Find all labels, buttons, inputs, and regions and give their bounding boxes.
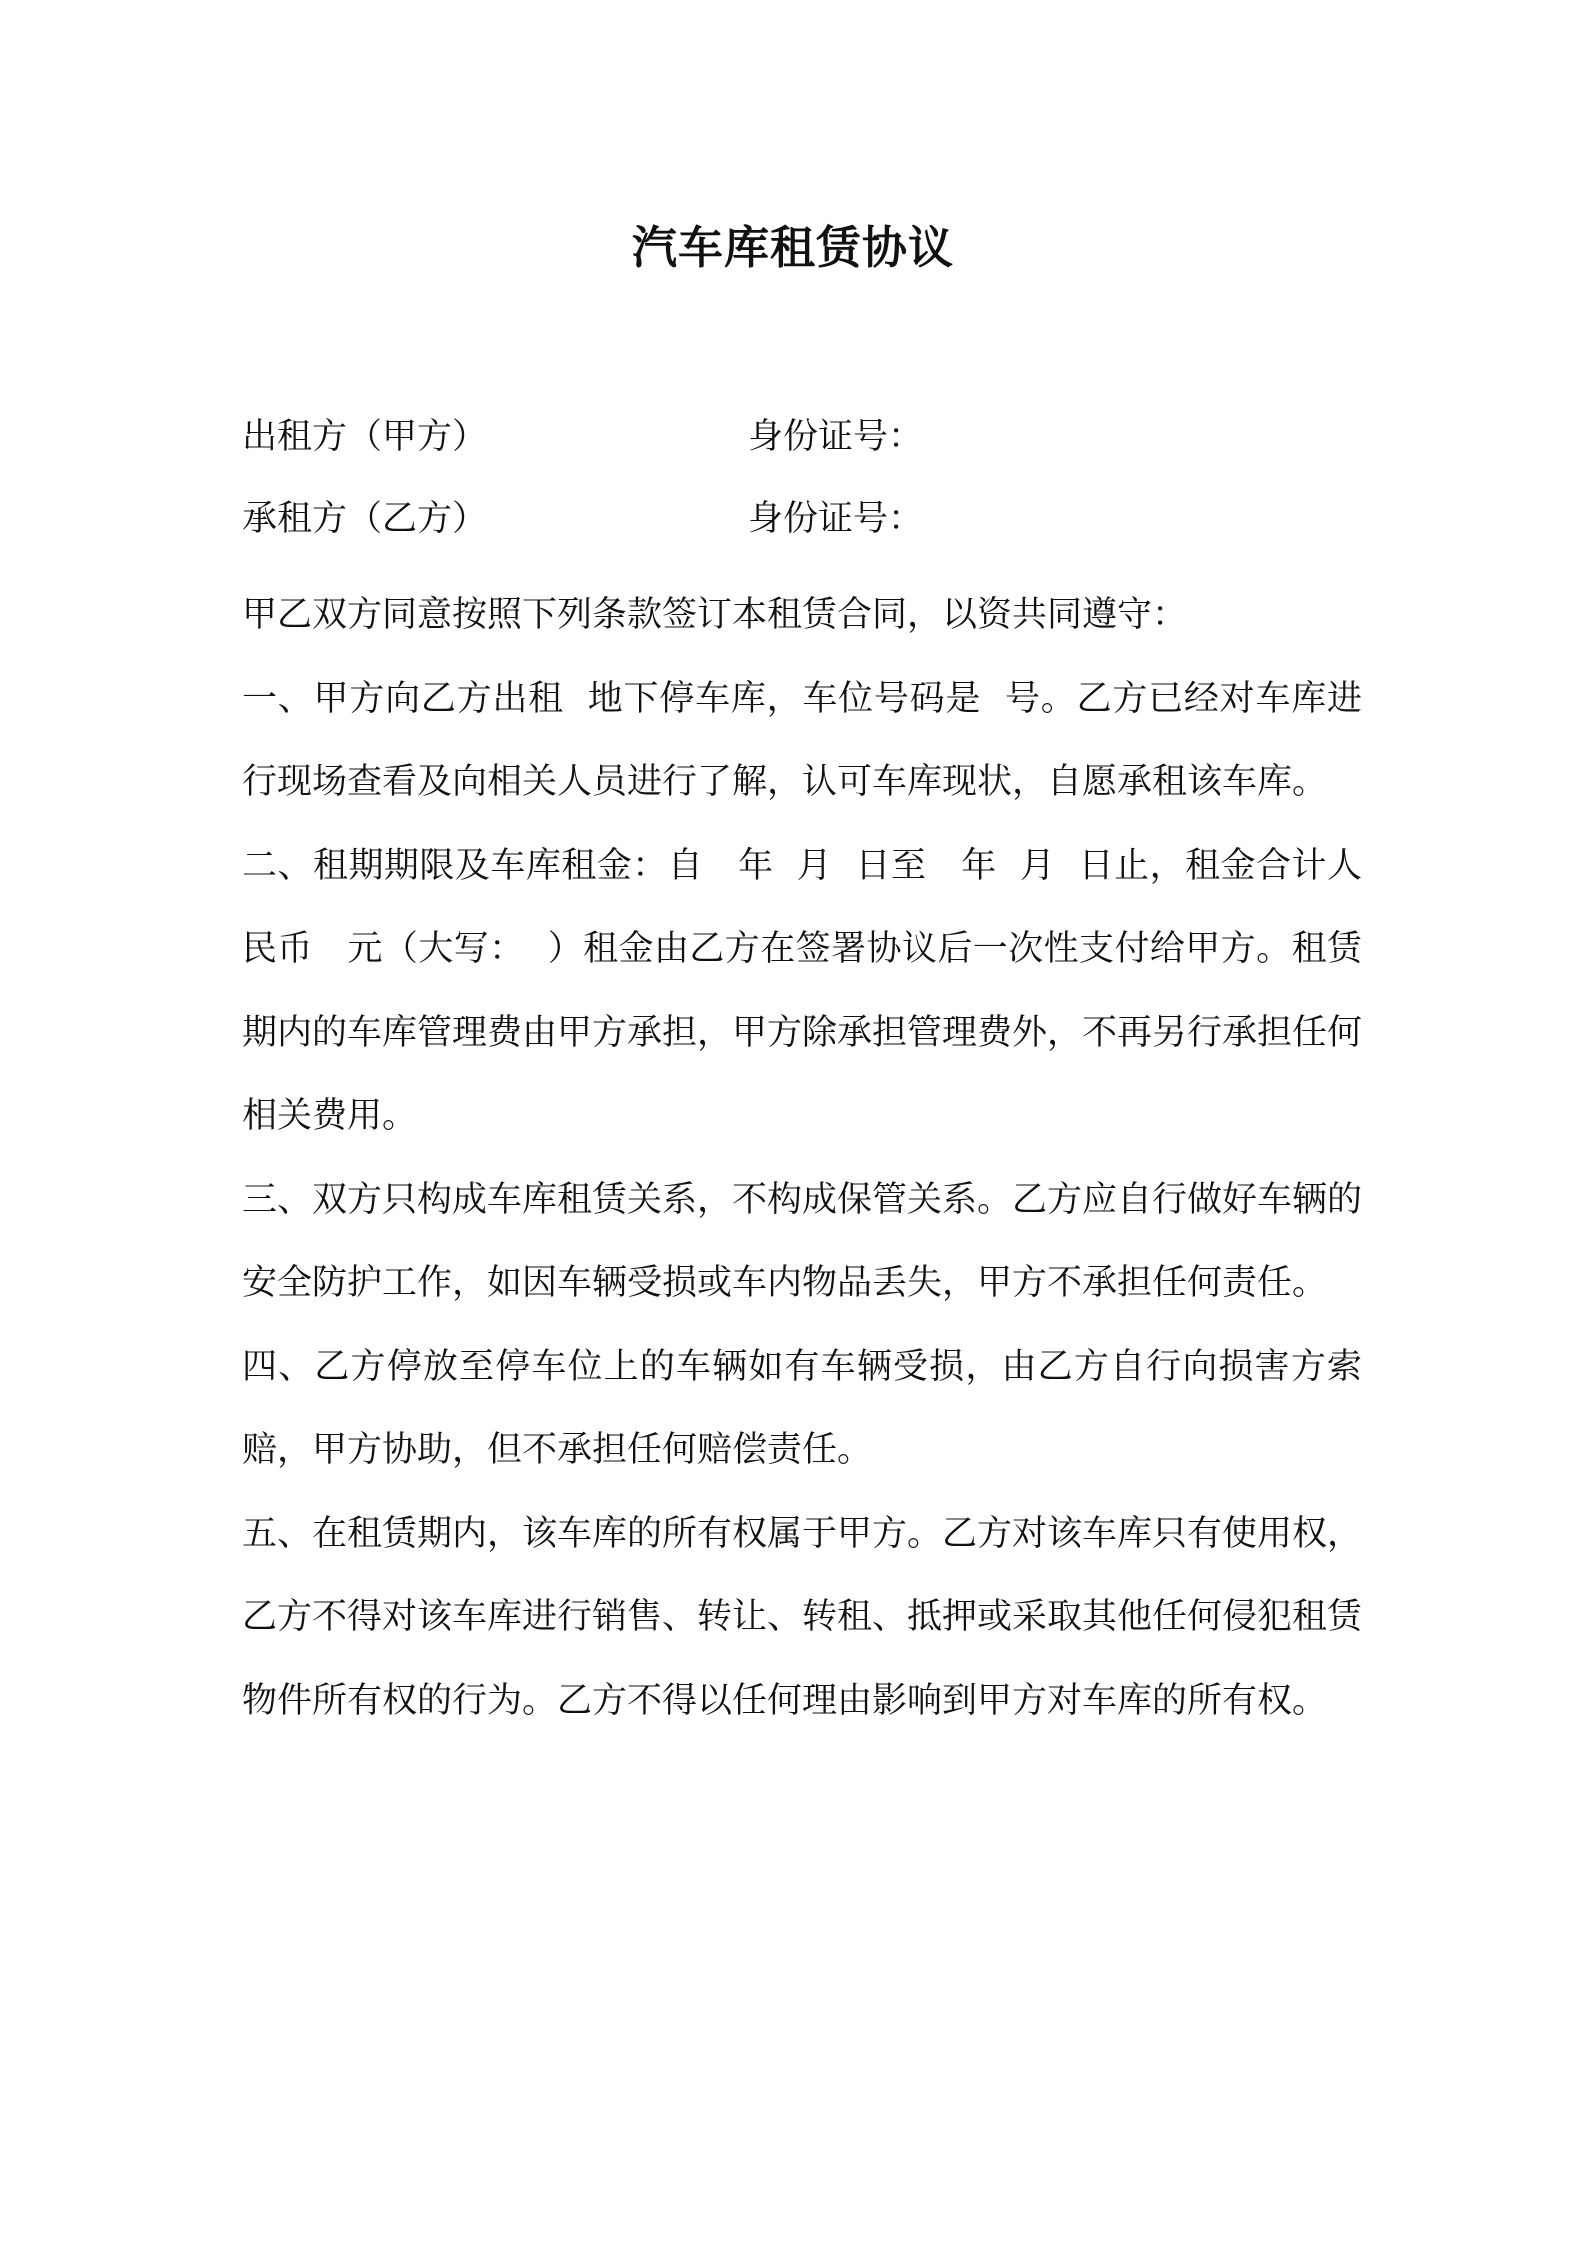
lessee-id-label: 身份证号： [748,499,924,539]
clause-5-paragraph: 五、在租赁期内，该车库的所有权属于甲方。乙方对该车库只有使用权，乙方不得对该车库进行销售、转让、转租、抵押或采取其他任何侵犯租赁物件所有权的行为。乙方不得以任何理由影响到甲方对车库的所有权。 [242,1513,1363,1721]
clause-1-paragraph: 一、甲方向乙方出租 地下停车库，车位号码是 号。乙方已经对车库进行现场查看及向相关人员进行了解，认可车库现状，自愿承租该车库。 [242,678,1362,802]
clause-3-paragraph: 三、双方只构成车库租赁关系，不构成保管关系。乙方应自行做好车辆的安全防护工作，如因车辆受损或车内物品丢失，甲方不承担任何责任。 [242,1179,1363,1303]
clause-4-paragraph: 四、乙方停放至停车位上的车辆如有车辆受损，由乙方自行向损害方索赔，甲方协助，但不承担任何赔偿责任。 [242,1346,1362,1470]
document-title: 汽车库租赁协议 [631,221,954,274]
intro-paragraph: 甲乙双方同意按照下列条款签订本租赁合同，以资共同遵守： [242,595,1188,635]
clause-2-paragraph: 二、租期期限及车库租金：自 年 月 日至 年 月 日止，租金合计人民币 元（大写： ）租金由乙方在签署协议后一次性支付给甲方。租赁期内的车库管理费由甲方承担，甲方除承担管理费外，不再另行承担任何相关费用。 [242,845,1363,1136]
lessor-label: 出租方（甲方） [242,417,488,457]
agreement-body [242,574,1362,1743]
lessee-label: 承租方（乙方） [242,499,488,539]
lessor-id-label: 身份证号： [748,417,924,457]
